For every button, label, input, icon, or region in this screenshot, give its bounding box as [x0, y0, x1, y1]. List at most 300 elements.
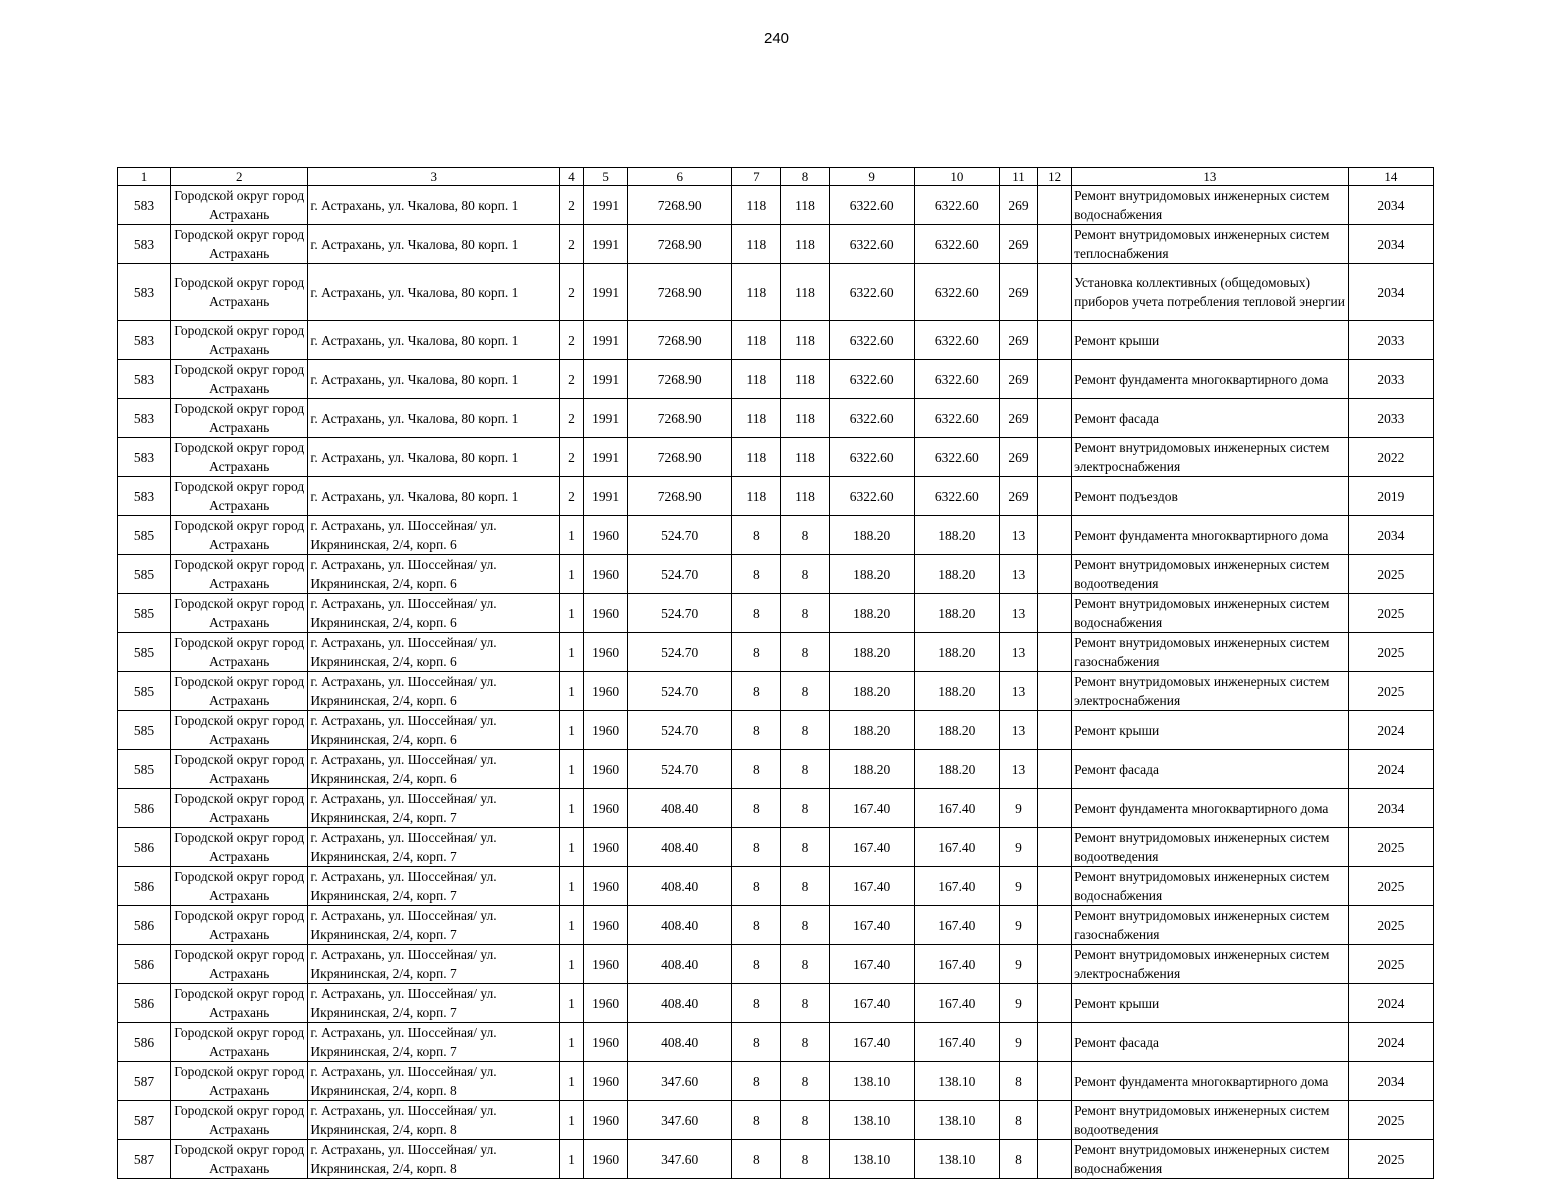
table-cell: 524.70 — [628, 672, 732, 711]
table-cell: 2024 — [1348, 711, 1433, 750]
table-cell: 118 — [781, 321, 829, 360]
table-cell: 2 — [559, 477, 583, 516]
table-cell: 1 — [559, 516, 583, 555]
table-cell: 13 — [999, 672, 1037, 711]
table-cell: 118 — [732, 438, 781, 477]
table-cell: г. Астрахань, ул. Шоссейная/ ул. Икрянинская, 2/4, корп. 6 — [308, 672, 560, 711]
table-cell: 6322.60 — [829, 438, 914, 477]
table-cell: Ремонт крыши — [1072, 711, 1349, 750]
table-cell: 9 — [999, 1023, 1037, 1062]
table-cell: 585 — [118, 711, 171, 750]
table-cell: 585 — [118, 516, 171, 555]
table-cell: 188.20 — [829, 594, 914, 633]
table-cell: 8 — [781, 672, 829, 711]
table-cell: 1960 — [584, 1140, 628, 1179]
table-cell: 138.10 — [914, 1140, 999, 1179]
table-cell — [1038, 360, 1072, 399]
table-cell: Ремонт внутридомовых инженерных систем водоснабжения — [1072, 594, 1349, 633]
table-cell: г. Астрахань, ул. Чкалова, 80 корп. 1 — [308, 321, 560, 360]
table-cell: 8 — [732, 516, 781, 555]
table-cell: 2025 — [1348, 672, 1433, 711]
table-cell: 1991 — [584, 264, 628, 321]
table-cell: 138.10 — [914, 1062, 999, 1101]
column-header: 8 — [781, 168, 829, 186]
table-cell: 1 — [559, 672, 583, 711]
table-cell: 6322.60 — [829, 399, 914, 438]
table-cell: 167.40 — [829, 828, 914, 867]
table-row — [118, 1101, 1434, 1140]
table-row — [118, 672, 1434, 711]
column-header: 13 — [1072, 168, 1349, 186]
table-cell: 2033 — [1348, 360, 1433, 399]
table-row — [118, 789, 1434, 828]
table-cell: Ремонт внутридомовых инженерных систем водоснабжения — [1072, 186, 1349, 225]
table-cell: 585 — [118, 633, 171, 672]
table-cell: 6322.60 — [829, 360, 914, 399]
table-cell: 1991 — [584, 225, 628, 264]
table-cell: г. Астрахань, ул. Чкалова, 80 корп. 1 — [308, 186, 560, 225]
table-cell: 1991 — [584, 360, 628, 399]
table-cell: г. Астрахань, ул. Чкалова, 80 корп. 1 — [308, 360, 560, 399]
table-cell: 118 — [781, 186, 829, 225]
table-cell: г. Астрахань, ул. Шоссейная/ ул. Икрянинская, 2/4, корп. 6 — [308, 633, 560, 672]
table-cell: 8 — [781, 594, 829, 633]
table-cell: 408.40 — [628, 828, 732, 867]
table-cell: Городской округ город Астрахань — [171, 1140, 308, 1179]
table-cell: 118 — [781, 360, 829, 399]
table-cell: 8 — [781, 711, 829, 750]
table-cell: г. Астрахань, ул. Шоссейная/ ул. Икрянинская, 2/4, корп. 6 — [308, 750, 560, 789]
table-cell: 1960 — [584, 828, 628, 867]
table-cell: 1 — [559, 789, 583, 828]
table-cell: г. Астрахань, ул. Шоссейная/ ул. Икрянинская, 2/4, корп. 6 — [308, 516, 560, 555]
table-cell: 2025 — [1348, 906, 1433, 945]
table-cell: Городской округ город Астрахань — [171, 828, 308, 867]
column-header: 6 — [628, 168, 732, 186]
table-cell: 138.10 — [829, 1140, 914, 1179]
table-cell — [1038, 1062, 1072, 1101]
table-row — [118, 750, 1434, 789]
table-cell: 2019 — [1348, 477, 1433, 516]
table-cell: 188.20 — [914, 594, 999, 633]
table-cell: 347.60 — [628, 1062, 732, 1101]
table-cell: Городской округ город Астрахань — [171, 186, 308, 225]
table-cell: 118 — [781, 477, 829, 516]
table-cell: 118 — [732, 264, 781, 321]
column-header: 1 — [118, 168, 171, 186]
table-cell: 6322.60 — [914, 360, 999, 399]
table-cell: 2034 — [1348, 186, 1433, 225]
table-cell: 167.40 — [914, 789, 999, 828]
data-table — [117, 167, 1434, 1179]
table-cell: 583 — [118, 477, 171, 516]
table-cell: 118 — [732, 399, 781, 438]
table-cell: 8 — [781, 867, 829, 906]
table-cell: 8 — [781, 1140, 829, 1179]
table-cell: 167.40 — [829, 945, 914, 984]
table-cell: 6322.60 — [914, 438, 999, 477]
table-cell: 8 — [732, 1023, 781, 1062]
table-cell: 1960 — [584, 789, 628, 828]
table-cell: 13 — [999, 594, 1037, 633]
table-cell: 6322.60 — [829, 186, 914, 225]
table-cell: 586 — [118, 828, 171, 867]
table-cell: 2 — [559, 438, 583, 477]
table-cell: 6322.60 — [914, 225, 999, 264]
table-cell: Городской округ город Астрахань — [171, 711, 308, 750]
table-cell: 8 — [781, 828, 829, 867]
table-cell: 586 — [118, 867, 171, 906]
table-cell — [1038, 828, 1072, 867]
table-cell: 2025 — [1348, 828, 1433, 867]
table-cell: 167.40 — [829, 867, 914, 906]
table-cell: 1991 — [584, 399, 628, 438]
table-cell: г. Астрахань, ул. Чкалова, 80 корп. 1 — [308, 477, 560, 516]
table-cell: 2025 — [1348, 1101, 1433, 1140]
table-cell: 7268.90 — [628, 264, 732, 321]
table-cell: 167.40 — [914, 867, 999, 906]
table-cell: Городской округ город Астрахань — [171, 1062, 308, 1101]
table-cell: 118 — [732, 321, 781, 360]
table-cell — [1038, 906, 1072, 945]
table-cell: 269 — [999, 225, 1037, 264]
table-cell: 408.40 — [628, 945, 732, 984]
table-cell: 8 — [732, 750, 781, 789]
table-cell: г. Астрахань, ул. Шоссейная/ ул. Икрянинская, 2/4, корп. 7 — [308, 1023, 560, 1062]
table-cell: г. Астрахань, ул. Чкалова, 80 корп. 1 — [308, 438, 560, 477]
table-cell: 2025 — [1348, 555, 1433, 594]
table-cell: 586 — [118, 789, 171, 828]
table-cell: 2025 — [1348, 594, 1433, 633]
table-cell: г. Астрахань, ул. Шоссейная/ ул. Икрянинская, 2/4, корп. 6 — [308, 555, 560, 594]
table-cell: 2025 — [1348, 867, 1433, 906]
table-cell: 8 — [999, 1101, 1037, 1140]
table-cell: 188.20 — [914, 633, 999, 672]
table-cell: 347.60 — [628, 1140, 732, 1179]
table-cell: 7268.90 — [628, 477, 732, 516]
table-cell: 2 — [559, 186, 583, 225]
table-cell: 1 — [559, 633, 583, 672]
table-cell: 8 — [732, 633, 781, 672]
table-cell: 583 — [118, 438, 171, 477]
table-cell: 8 — [732, 984, 781, 1023]
table-cell: 2033 — [1348, 399, 1433, 438]
table-cell: г. Астрахань, ул. Шоссейная/ ул. Икрянинская, 2/4, корп. 8 — [308, 1140, 560, 1179]
table-cell: 1 — [559, 906, 583, 945]
table-cell: г. Астрахань, ул. Чкалова, 80 корп. 1 — [308, 399, 560, 438]
table-cell: 8 — [781, 1101, 829, 1140]
table-cell: 188.20 — [829, 711, 914, 750]
table-cell: 583 — [118, 321, 171, 360]
table-cell: 188.20 — [829, 633, 914, 672]
table-cell: 6322.60 — [914, 477, 999, 516]
table-cell: 8 — [732, 711, 781, 750]
table-cell: 1 — [559, 1140, 583, 1179]
table-cell: 8 — [781, 633, 829, 672]
table-cell: 2025 — [1348, 633, 1433, 672]
table-cell: 2 — [559, 321, 583, 360]
table-header-row — [118, 168, 1434, 186]
table-cell: 167.40 — [829, 906, 914, 945]
table-cell: 2 — [559, 264, 583, 321]
table-cell: 188.20 — [914, 555, 999, 594]
table-cell — [1038, 1023, 1072, 1062]
table-cell: 188.20 — [914, 750, 999, 789]
table-cell: Ремонт внутридомовых инженерных систем электроснабжения — [1072, 438, 1349, 477]
table-cell: 8 — [732, 828, 781, 867]
table-cell: 6322.60 — [829, 264, 914, 321]
table-cell: 1960 — [584, 1023, 628, 1062]
table-cell: 408.40 — [628, 867, 732, 906]
column-header: 7 — [732, 168, 781, 186]
table-row — [118, 438, 1434, 477]
table-cell: 1960 — [584, 750, 628, 789]
table-cell — [1038, 264, 1072, 321]
table-cell: 7268.90 — [628, 321, 732, 360]
table-cell: г. Астрахань, ул. Шоссейная/ ул. Икрянинская, 2/4, корп. 6 — [308, 711, 560, 750]
table-cell — [1038, 711, 1072, 750]
table-cell: 8 — [781, 555, 829, 594]
table-cell: Городской округ город Астрахань — [171, 750, 308, 789]
table-cell: 2022 — [1348, 438, 1433, 477]
table-cell: 8 — [781, 1023, 829, 1062]
table-cell: Ремонт фундамента многоквартирного дома — [1072, 789, 1349, 828]
table-cell — [1038, 633, 1072, 672]
table-cell: 1 — [559, 711, 583, 750]
table-cell: 188.20 — [829, 555, 914, 594]
table-cell: 118 — [732, 360, 781, 399]
table-cell: Городской округ город Астрахань — [171, 906, 308, 945]
table-cell: 1960 — [584, 1062, 628, 1101]
table-cell: 8 — [732, 1140, 781, 1179]
table-row — [118, 186, 1434, 225]
table-cell: Городской округ город Астрахань — [171, 360, 308, 399]
table-cell: 269 — [999, 264, 1037, 321]
table-row — [118, 711, 1434, 750]
table-cell: 1960 — [584, 555, 628, 594]
table-cell: 1 — [559, 1101, 583, 1140]
table-cell: Ремонт фасада — [1072, 399, 1349, 438]
table-cell: 2025 — [1348, 1140, 1433, 1179]
table-cell: 583 — [118, 225, 171, 264]
table-cell — [1038, 1140, 1072, 1179]
table-cell: 2024 — [1348, 984, 1433, 1023]
table-cell: 188.20 — [914, 672, 999, 711]
table-cell: 1960 — [584, 672, 628, 711]
table-cell: 6322.60 — [914, 399, 999, 438]
table-cell: Городской округ город Астрахань — [171, 789, 308, 828]
table-cell: 8 — [732, 555, 781, 594]
table-cell: Городской округ город Астрахань — [171, 594, 308, 633]
table-cell: 1 — [559, 945, 583, 984]
table-cell: 118 — [732, 186, 781, 225]
table-cell: 8 — [781, 789, 829, 828]
table-cell — [1038, 1101, 1072, 1140]
table-cell: 167.40 — [829, 984, 914, 1023]
table-cell: 167.40 — [829, 1023, 914, 1062]
table-cell: г. Астрахань, ул. Шоссейная/ ул. Икрянинская, 2/4, корп. 7 — [308, 828, 560, 867]
table-cell: 9 — [999, 984, 1037, 1023]
table-cell: 13 — [999, 711, 1037, 750]
table-cell: 118 — [732, 225, 781, 264]
table-row — [118, 594, 1434, 633]
table-cell: 524.70 — [628, 555, 732, 594]
table-cell: 1 — [559, 1023, 583, 1062]
table-cell: 8 — [781, 1062, 829, 1101]
table-cell: 7268.90 — [628, 399, 732, 438]
table-cell: 138.10 — [914, 1101, 999, 1140]
table-cell: 586 — [118, 945, 171, 984]
table-cell: 1960 — [584, 1101, 628, 1140]
table-cell: 8 — [732, 945, 781, 984]
table-cell: 1 — [559, 828, 583, 867]
table-cell: 167.40 — [914, 906, 999, 945]
table-cell: 585 — [118, 672, 171, 711]
table-cell: 6322.60 — [914, 321, 999, 360]
table-cell: Городской округ город Астрахань — [171, 555, 308, 594]
table-cell: 188.20 — [829, 516, 914, 555]
column-header: 9 — [829, 168, 914, 186]
table-cell — [1038, 945, 1072, 984]
table-row — [118, 555, 1434, 594]
table-cell: 2034 — [1348, 264, 1433, 321]
table-cell: 408.40 — [628, 984, 732, 1023]
table-cell: 9 — [999, 828, 1037, 867]
table-cell: Городской округ город Астрахань — [171, 945, 308, 984]
table-cell: 269 — [999, 186, 1037, 225]
table-cell: Городской округ город Астрахань — [171, 984, 308, 1023]
table-row — [118, 1023, 1434, 1062]
table-cell: Ремонт внутридомовых инженерных систем газоснабжения — [1072, 906, 1349, 945]
table-cell — [1038, 750, 1072, 789]
table-cell: 408.40 — [628, 789, 732, 828]
table-cell: 188.20 — [914, 516, 999, 555]
table-cell: 1991 — [584, 186, 628, 225]
column-header: 14 — [1348, 168, 1433, 186]
table-cell — [1038, 438, 1072, 477]
table-cell: 586 — [118, 906, 171, 945]
table-cell: 8 — [781, 750, 829, 789]
table-cell: 8 — [732, 594, 781, 633]
table-cell: 138.10 — [829, 1101, 914, 1140]
table-cell: 9 — [999, 906, 1037, 945]
table-cell: Городской округ город Астрахань — [171, 399, 308, 438]
table-row — [118, 1140, 1434, 1179]
table-cell: 1 — [559, 1062, 583, 1101]
table-cell: 8 — [732, 867, 781, 906]
table-cell: Ремонт внутридомовых инженерных систем водоотведения — [1072, 555, 1349, 594]
table-cell: 1960 — [584, 711, 628, 750]
table-cell: Городской округ город Астрахань — [171, 867, 308, 906]
table-cell: 2024 — [1348, 750, 1433, 789]
table-cell: Городской округ город Астрахань — [171, 633, 308, 672]
table-cell: 9 — [999, 789, 1037, 828]
table-row — [118, 1062, 1434, 1101]
table-cell: Ремонт фасада — [1072, 1023, 1349, 1062]
table-cell: 1960 — [584, 867, 628, 906]
table-cell: 524.70 — [628, 711, 732, 750]
table-cell: г. Астрахань, ул. Чкалова, 80 корп. 1 — [308, 264, 560, 321]
table-cell: 2025 — [1348, 945, 1433, 984]
table-cell: 269 — [999, 477, 1037, 516]
table-cell: Установка коллективных (общедомовых) приборов учета потребления тепловой энергии — [1072, 264, 1349, 321]
table-cell: 8 — [781, 984, 829, 1023]
table-cell: 583 — [118, 264, 171, 321]
table-cell: 408.40 — [628, 1023, 732, 1062]
table-cell — [1038, 225, 1072, 264]
table-cell: 2034 — [1348, 1062, 1433, 1101]
table-cell: 585 — [118, 555, 171, 594]
table-row — [118, 225, 1434, 264]
table-cell: 2024 — [1348, 1023, 1433, 1062]
table-cell: 167.40 — [829, 789, 914, 828]
table-row — [118, 945, 1434, 984]
column-header: 11 — [999, 168, 1037, 186]
table-cell: Городской округ город Астрахань — [171, 321, 308, 360]
table-cell: г. Астрахань, ул. Шоссейная/ ул. Икрянинская, 2/4, корп. 7 — [308, 867, 560, 906]
table-cell: 8 — [732, 672, 781, 711]
table-cell: 188.20 — [914, 711, 999, 750]
table-cell: 9 — [999, 867, 1037, 906]
table-cell: Ремонт крыши — [1072, 321, 1349, 360]
table-cell — [1038, 516, 1072, 555]
table-cell: Ремонт фундамента многоквартирного дома — [1072, 516, 1349, 555]
table-cell: 524.70 — [628, 633, 732, 672]
table-cell: 7268.90 — [628, 360, 732, 399]
table-cell: 1960 — [584, 594, 628, 633]
table-cell: Городской округ город Астрахань — [171, 1023, 308, 1062]
table-cell: 2033 — [1348, 321, 1433, 360]
table-cell: 587 — [118, 1062, 171, 1101]
table-cell: Городской округ город Астрахань — [171, 225, 308, 264]
table-row — [118, 399, 1434, 438]
table-row — [118, 906, 1434, 945]
table-cell: 7268.90 — [628, 438, 732, 477]
table-cell: 8 — [732, 789, 781, 828]
table-cell: Ремонт внутридомовых инженерных систем водоснабжения — [1072, 867, 1349, 906]
table-cell: Ремонт внутридомовых инженерных систем водоотведения — [1072, 828, 1349, 867]
table-cell — [1038, 672, 1072, 711]
table-cell: 8 — [781, 945, 829, 984]
column-header: 12 — [1038, 168, 1072, 186]
table-cell: 8 — [781, 516, 829, 555]
table-cell: г. Астрахань, ул. Шоссейная/ ул. Икрянинская, 2/4, корп. 6 — [308, 594, 560, 633]
table-cell: 118 — [781, 399, 829, 438]
table-cell: Городской округ город Астрахань — [171, 516, 308, 555]
column-header: 10 — [914, 168, 999, 186]
table-cell: 1991 — [584, 438, 628, 477]
table-cell: 2034 — [1348, 225, 1433, 264]
table-cell: 585 — [118, 594, 171, 633]
table-cell: Ремонт внутридомовых инженерных систем газоснабжения — [1072, 633, 1349, 672]
table-cell: 6322.60 — [914, 186, 999, 225]
table-cell: Ремонт внутридомовых инженерных систем теплоснабжения — [1072, 225, 1349, 264]
table-cell: 118 — [781, 264, 829, 321]
table-cell: 1960 — [584, 516, 628, 555]
table-cell: 188.20 — [829, 750, 914, 789]
table-row — [118, 828, 1434, 867]
table-cell: 6322.60 — [829, 321, 914, 360]
table-cell: г. Астрахань, ул. Чкалова, 80 корп. 1 — [308, 225, 560, 264]
table-cell: 2 — [559, 399, 583, 438]
table-cell: Ремонт внутридомовых инженерных систем электроснабжения — [1072, 672, 1349, 711]
table-cell — [1038, 555, 1072, 594]
table-row — [118, 867, 1434, 906]
table-cell: 8 — [999, 1140, 1037, 1179]
table-cell: Ремонт внутридомовых инженерных систем водоснабжения — [1072, 1140, 1349, 1179]
table-cell: 524.70 — [628, 750, 732, 789]
column-header: 4 — [559, 168, 583, 186]
